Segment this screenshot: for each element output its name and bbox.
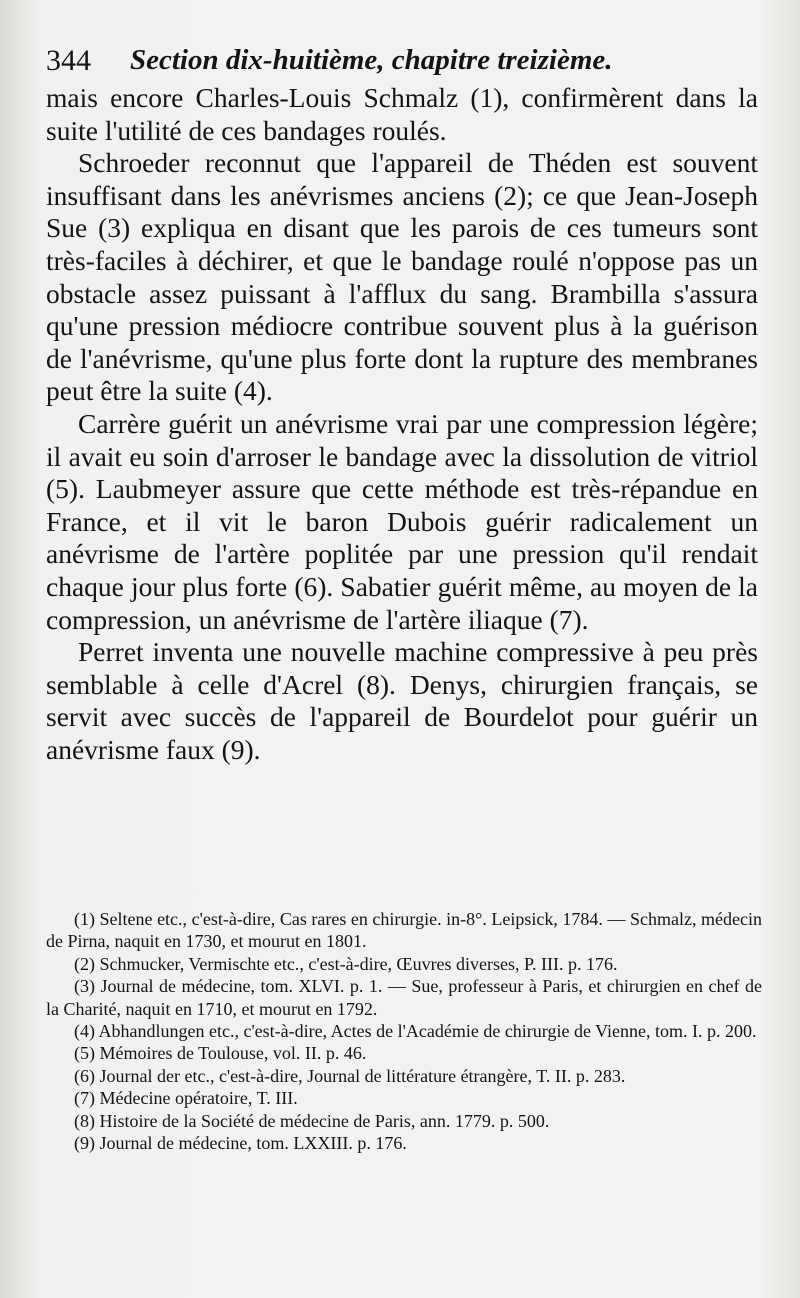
main-text	[46, 82, 758, 766]
paragraph-carrere: Carrère guérit un anévrisme vrai par une compression légère; il avait eu soin d'arroser le bandage avec la dissolution de vitriol (5). Laubmeyer assure que cette méthode est très-répandue en France, et il vit le baron Dubois guérir radicalement un anévrisme de l'artère poplitée par une pression qu'il rendait chaque jour plus forte (6). Sabatier guérit même, au moyen de la compression, un anévrisme de l'artère iliaque (7).	[46, 407, 758, 635]
paragraph-continued: mais encore Charles-Louis Schmalz (1), confirmèrent dans la suite l'utilité de ces bandages roulés.	[46, 82, 758, 146]
footnote-1: (1) Seltene etc., c'est-à-dire, Cas rares en chirurgie. in-8°. Leipsick, 1784. — Schmalz, médecin de Pirna, naquit en 1730, et mourut en 1801.	[46, 909, 762, 952]
running-title: Section dix-huitième, chapitre treizième.	[130, 44, 613, 76]
page-header	[46, 44, 786, 84]
footnote-2: (2) Schmucker, Vermischte etc., c'est-à-dire, Œuvres diverses, P. III. p. 176.	[74, 953, 618, 974]
footnote-9: (9) Journal de médecine, tom. LXXIII. p. 176.	[74, 1133, 407, 1154]
footnote-4: (4) Abhandlungen etc., c'est-à-dire, Actes de l'Académie de chirurgie de Vienne, tom. I. p. 200.	[74, 1021, 757, 1042]
footnotes	[46, 908, 762, 1154]
paragraph-schroeder: Schroeder reconnut que l'appareil de Théden est souvent insuffisant dans les anévrismes anciens (2); ce que Jean-Joseph Sue (3) expliqua en disant que les parois de ces tumeurs sont très-faciles à déchirer, et que le bandage roulé n'oppose pas un obstacle assez puissant à l'afflux du sang. Brambilla s'assura qu'une pression médiocre contribue souvent plus à la guérison de l'anévrisme, qu'une plus forte dont la rupture des membranes peut être la suite (4).	[46, 147, 758, 407]
paragraph-perret: Perret inventa une nouvelle machine compressive à peu près semblable à celle d'Acrel (8). Denys, chirurgien français, se servit avec succès de l'appareil de Bourdelot pour guérir un anévrisme faux (9).	[46, 636, 758, 765]
footnote-3: (3) Journal de médecine, tom. XLVI. p. 1. — Sue, professeur à Paris, et chirurgien en chef de la Charité, naquit en 1710, et mourut en 1792.	[46, 976, 762, 1019]
footnote-6: (6) Journal der etc., c'est-à-dire, Journal de littérature étrangère, T. II. p. 283.	[74, 1065, 626, 1086]
footnote-7: (7) Médecine opératoire, T. III.	[74, 1088, 298, 1109]
footnote-5: (5) Mémoires de Toulouse, vol. II. p. 46.	[74, 1043, 367, 1064]
page-number: 344	[46, 44, 91, 77]
footnote-8: (8) Histoire de la Société de médecine de Paris, ann. 1779. p. 500.	[74, 1110, 550, 1131]
